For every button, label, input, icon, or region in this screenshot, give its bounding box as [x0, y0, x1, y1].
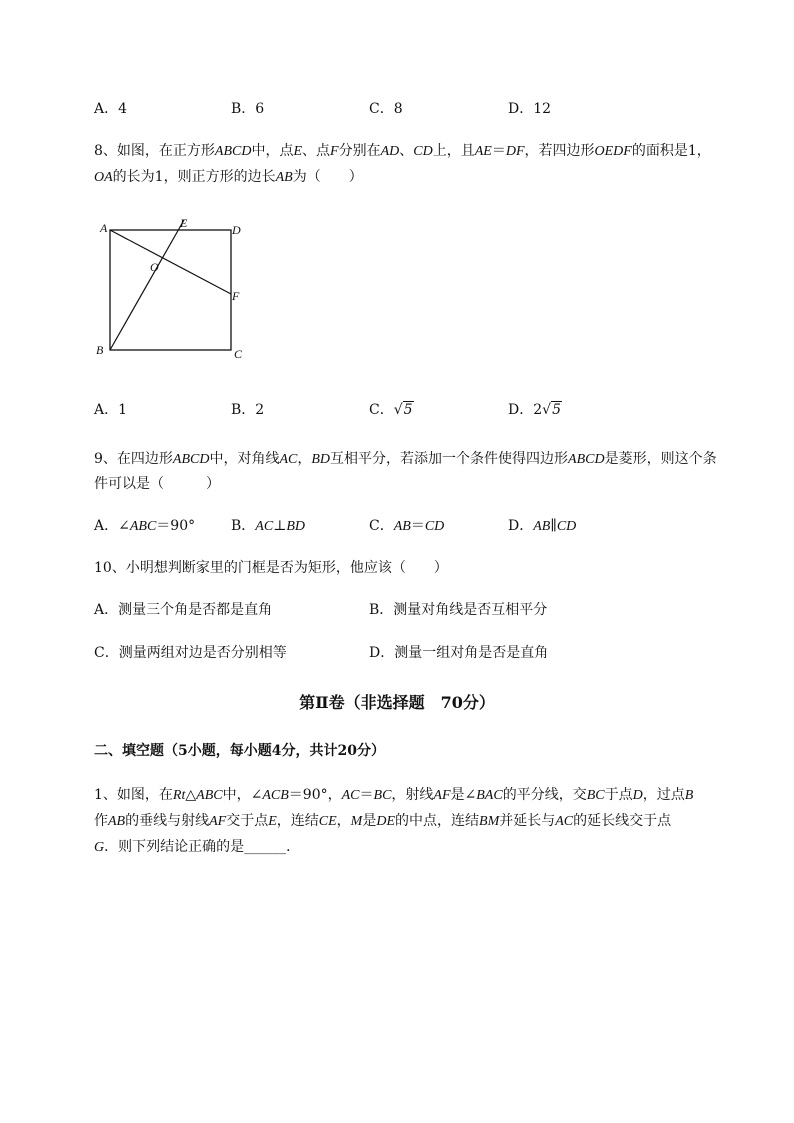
fill1-text: 的垂线与射线: [125, 813, 210, 829]
radical-sign: √: [542, 402, 552, 418]
option-var: ABC: [129, 519, 157, 534]
fill1-text: ．则下列结论正确的是______．: [104, 839, 301, 855]
fill1-var: CE: [318, 814, 337, 829]
fill1-text: 并延长与: [499, 813, 556, 829]
fill1-line1: [94, 785, 693, 806]
q8-square-figure: [92, 214, 252, 364]
option-prefix: C．: [369, 518, 394, 534]
fill1-text: △: [185, 787, 197, 803]
q9-text: 是菱形，则这个条: [604, 451, 717, 467]
q9-var: AC: [279, 452, 298, 467]
q8-option-a: A．1: [94, 402, 128, 418]
fill1-var: D: [632, 788, 643, 803]
radicand: 5: [403, 402, 413, 418]
option-var: BD: [286, 519, 306, 534]
q9-text: 互相平分，若添加一个条件使得四边形: [330, 451, 569, 467]
label-f: F: [232, 289, 240, 303]
q8-var: CD: [413, 144, 433, 159]
q9-var: ABCD: [568, 452, 605, 467]
q10-option-a: A．测量三个角是否都是直角: [94, 602, 273, 618]
radicand: 5: [552, 402, 561, 418]
q8-option-d: [508, 400, 562, 420]
option-text: ⊥: [273, 518, 287, 534]
fill1-text: ，过点: [642, 787, 685, 803]
fill1-text: 1、如图，在: [94, 787, 173, 803]
q9-text: ，: [297, 451, 312, 467]
square-abcd: [110, 230, 231, 350]
fill1-text: 的延长线交于点: [573, 813, 672, 829]
fill1-text: 于点: [604, 787, 633, 803]
option-prefix: C．: [369, 402, 394, 418]
fill1-text: 的中点，连结: [395, 813, 480, 829]
option-var: CD: [424, 519, 445, 534]
fill1-text: 作: [94, 813, 108, 829]
fill1-text: 的平分线，交: [502, 787, 587, 803]
q10-option-d: D．测量一组对角是否是直角: [369, 645, 549, 661]
label-c: C: [234, 347, 243, 361]
fill1-var: AB: [108, 814, 126, 829]
q9-option-c: [369, 516, 444, 537]
option-var: AB: [393, 519, 411, 534]
fill1-text: 是: [362, 813, 377, 829]
q10-option-b: B．测量对角线是否互相平分: [369, 602, 548, 618]
q8-option-b: B．2: [231, 402, 265, 418]
option-var: AB: [533, 519, 551, 534]
option-var: CD: [556, 519, 577, 534]
q7-option-a: A．4: [94, 101, 128, 117]
q9-text: 中，对角线: [209, 451, 280, 467]
fill1-var: AC: [555, 814, 574, 829]
sqrt-expression: [542, 400, 562, 420]
q8-text: 8、如图，在正方形: [94, 143, 215, 159]
q9-option-a: [94, 516, 195, 537]
fill1-var: E: [268, 814, 277, 829]
fill1-var: BAC: [476, 788, 503, 803]
fill1-var: DE: [376, 814, 396, 829]
q9-text: 9、在四边形: [94, 451, 173, 467]
q8-text: 的长为1，则正方形的边长: [112, 169, 276, 185]
q8-var: F: [330, 144, 339, 159]
fill1-text: ，: [336, 813, 351, 829]
label-e: E: [180, 216, 188, 230]
fill1-var: ABC: [196, 788, 223, 803]
q8-text: 、点: [302, 143, 331, 159]
fill1-text: ，射线: [391, 787, 434, 803]
fill1-var: BM: [479, 814, 500, 829]
option-var: AC: [255, 519, 274, 534]
fill1-var: AF: [433, 788, 451, 803]
option-prefix: D．: [508, 518, 534, 534]
fill1-var: BC: [586, 788, 605, 803]
fill1-var: G: [94, 840, 105, 855]
label-o: O: [150, 260, 159, 274]
option-text: ∥: [550, 518, 557, 534]
q8-stem-line1: [94, 141, 711, 162]
q8-var: AD: [380, 144, 400, 159]
fill1-var: Rt: [172, 788, 186, 803]
q8-var: AE: [474, 144, 492, 159]
part2-heading: 第Ⅱ卷（非选择题 70分）: [299, 693, 495, 712]
segment-be: [110, 220, 184, 350]
fill1-var: AF: [209, 814, 227, 829]
q7-option-d: D．12: [508, 101, 552, 117]
option-text: ＝90°: [156, 518, 196, 534]
label-b: B: [96, 343, 104, 357]
q8-var: DF: [505, 144, 525, 159]
sqrt-expression: [394, 400, 414, 420]
q8-var: AB: [275, 170, 293, 185]
fill1-text: ＝: [359, 787, 374, 803]
fill1-var: B: [684, 788, 694, 803]
q8-text: ，若四边形: [524, 143, 595, 159]
q8-text: ＝: [491, 143, 506, 159]
q8-text: 的面积是1，: [631, 143, 711, 159]
q8-var: E: [293, 144, 303, 159]
q9-option-b: [231, 516, 305, 537]
fill1-text: ，连结: [276, 813, 319, 829]
q7-option-c: C．8: [369, 101, 403, 117]
q8-var: OEDF: [594, 144, 632, 159]
q8-var: ABCD: [214, 144, 252, 159]
q8-text: 中，点: [251, 143, 294, 159]
q8-var: OA: [94, 170, 113, 185]
fill1-var: BC: [373, 788, 392, 803]
option-prefix: A．∠: [94, 518, 130, 534]
fill1-var: AC: [341, 788, 360, 803]
fill1-var: ACB: [262, 788, 289, 803]
fill1-text: 中，∠: [222, 787, 263, 803]
radical-sign: √: [393, 402, 403, 418]
section2-heading: 二、填空题（5小题，每小题4分，共计20分）: [94, 743, 385, 759]
fill1-var: M: [350, 814, 363, 829]
fill1-line3: [94, 837, 300, 858]
q8-text: 上，且: [432, 143, 475, 159]
q10-option-c: C．测量两组对边是否分别相等: [94, 645, 287, 661]
option-prefix: B．: [231, 518, 256, 534]
fill1-text: 是∠: [450, 787, 477, 803]
q8-text: 、: [399, 143, 414, 159]
q10-stem: 10、小明想判断家里的门框是否为矩形，他应该（ ）: [94, 560, 448, 576]
option-text: ＝: [410, 518, 425, 534]
q9-stem-line2: 件可以是（ ）: [94, 476, 220, 492]
fill1-line2: [94, 811, 671, 832]
q8-text: 分别在: [338, 143, 381, 159]
fill1-text: ＝90°，: [288, 787, 342, 803]
q8-option-c: [369, 400, 414, 420]
fill1-text: 交于点: [226, 813, 269, 829]
q7-option-b: B．6: [231, 101, 265, 117]
label-a: A: [100, 221, 108, 235]
q9-stem-line1: [94, 449, 717, 470]
segment-af: [110, 230, 231, 294]
q8-stem-line2: [94, 167, 363, 188]
q9-option-d: [508, 516, 576, 537]
q9-var: BD: [311, 452, 331, 467]
label-d: D: [232, 223, 241, 237]
option-prefix: D．2: [508, 402, 543, 418]
q9-var: ABCD: [172, 452, 210, 467]
q8-text: 为（ ）: [292, 169, 363, 185]
